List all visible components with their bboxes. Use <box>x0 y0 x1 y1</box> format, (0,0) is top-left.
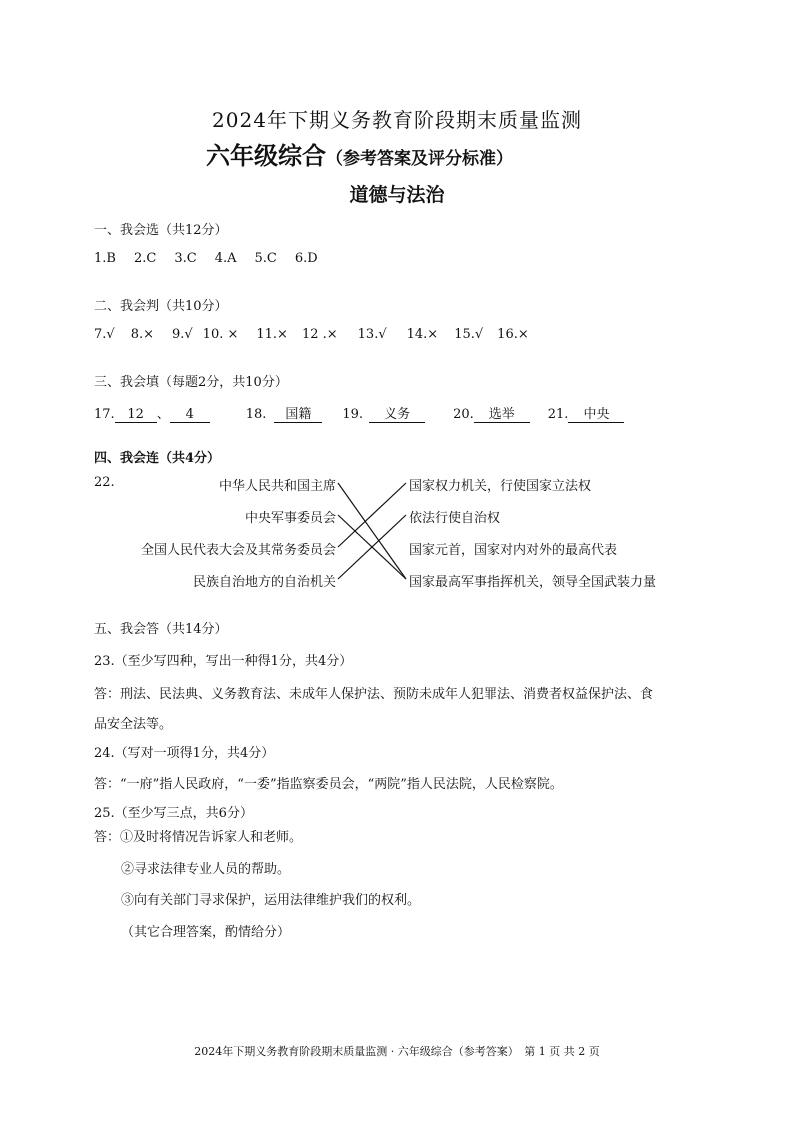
match-left-2: 中央军事委员会 <box>244 511 336 526</box>
q18-label: 18. <box>245 407 267 422</box>
a23-line1: 答：刑法、民法典、义务教育法、未成年人保护法、预防未成年人犯罪法、消费者权益保护法、食 <box>94 687 654 702</box>
grade-title: 六年级综合 <box>206 142 326 170</box>
subject-title: 道德与法治 <box>349 184 445 206</box>
page-footer: 2024年下期义务教育阶段期末质量监测 · 六年级综合（参考答案） 第 1 页 共 2 页 <box>194 1045 600 1058</box>
q19-answer: 义务 <box>369 403 425 423</box>
a24-text: 答：“一府”指人民政府，“一委”指监察委员会，“两院”指人民法院，人民检察院。 <box>94 777 563 792</box>
q25-text: 25.（至少写三点，共6分） <box>94 806 253 821</box>
q22-number: 22. <box>94 475 115 490</box>
match-left-4: 民族自治地方的自治机关 <box>192 575 336 590</box>
q18-answer: 国籍 <box>274 403 322 423</box>
answer-item: 6.D <box>294 251 318 266</box>
match-right-2: 依法行使自治权 <box>409 511 501 526</box>
match-right-4: 国家最高军事指挥机关，领导全国武装力量 <box>409 575 657 590</box>
section1-heading: 一、我会选（共12分） <box>94 223 228 238</box>
q20-label: 20. <box>453 407 474 422</box>
answer-item: 2.C <box>133 251 157 266</box>
a25-point2: ②寻求法律专业人员的帮助。 <box>121 862 291 877</box>
answer-item: 12 .× <box>301 327 338 342</box>
section5-heading: 五、我会答（共14分） <box>94 622 228 637</box>
answer-item: 15.√ <box>454 327 484 342</box>
match-line <box>338 483 406 579</box>
answer-item: 13.√ <box>357 327 387 342</box>
answer-item: 14.× <box>406 327 439 342</box>
q23-text: 23.（至少写四种，写出一种得1分，共4分） <box>94 654 353 669</box>
answer-item: 7.√ <box>94 327 115 342</box>
q17-separator: 、 <box>156 407 170 422</box>
q17-answer-a: 12 <box>115 407 157 423</box>
match-left-1: 中华人民共和国主席 <box>218 479 336 494</box>
q24-text: 24.（写对一项得1分，共4分） <box>94 746 275 761</box>
answer-item: 1.B <box>94 251 116 266</box>
q21-answer: 中央 <box>568 403 624 423</box>
a25-point3: ③向有关部门寻求保护，运用法律维护我们的权利。 <box>121 893 421 908</box>
match-right-1: 国家权力机关，行使国家立法权 <box>409 479 592 494</box>
answer-item: 11.× <box>256 327 288 342</box>
answer-item: 4.A <box>214 251 237 266</box>
answer-item: 10. × <box>202 327 239 342</box>
answer-item: 8.× <box>130 327 154 342</box>
section3-heading: 三、我会填（每题2分，共10分） <box>94 375 288 390</box>
section2-heading: 二、我会判（共10分） <box>94 299 228 314</box>
match-line <box>338 483 406 547</box>
answer-item: 9.√ <box>171 327 193 342</box>
answer-key-label: （参考答案及评分标准） <box>326 149 513 169</box>
q17-label: 17. <box>94 407 115 422</box>
a23-line2: 品安全法等。 <box>94 717 173 732</box>
section4-heading: 四、我会连（共4分） <box>94 451 221 466</box>
q21-label: 21. <box>547 407 569 422</box>
q20-answer: 选举 <box>474 403 530 423</box>
answer-item: 3.C <box>174 251 197 266</box>
a25-note: （其它合理答案，酌情给分） <box>121 925 291 940</box>
match-right-3: 国家元首，国家对内对外的最高代表 <box>409 543 618 558</box>
a25-point1: 答：①及时将情况告诉家人和老师。 <box>94 830 303 845</box>
answer-item: 5.C <box>254 251 277 266</box>
match-left-3: 全国人民代表大会及其常务委员会 <box>140 543 336 558</box>
q19-label: 19. <box>342 407 364 422</box>
document-title: 2024年下期义务教育阶段期末质量监测 <box>212 108 582 132</box>
q17-answer-b: 4 <box>170 407 210 423</box>
answer-item: 16.× <box>497 327 529 342</box>
